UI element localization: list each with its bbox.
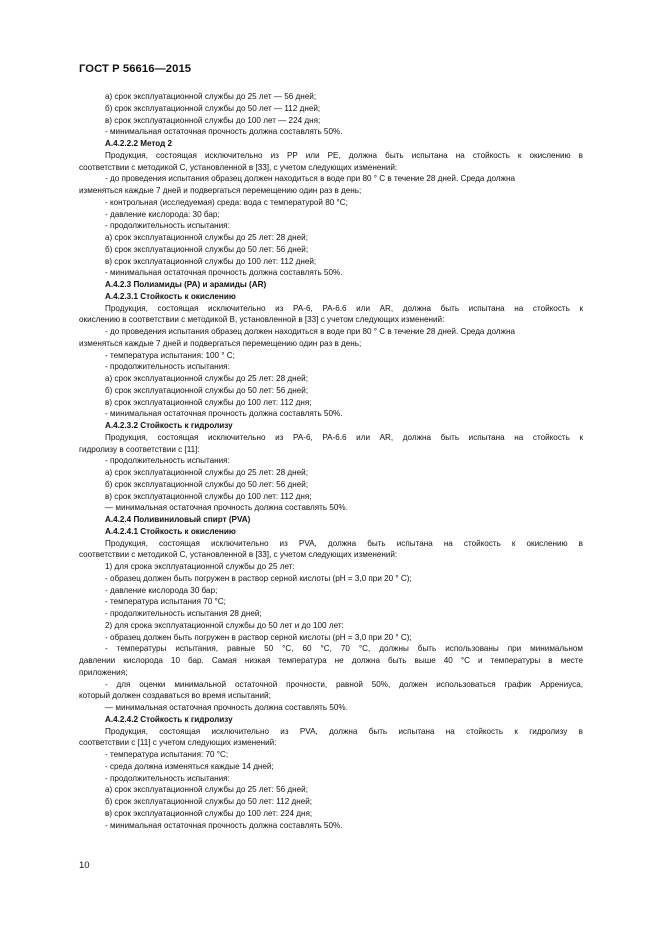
text-line: в) срок эксплуатационной службы до 100 лет: 224 дня; [105, 808, 313, 818]
text-line: в) срок эксплуатационной службы до 100 лет: 112 дня; [105, 491, 312, 501]
section-heading: А.4.2.4.1 Стойкость к окислению [105, 526, 236, 536]
text-line: Продукция, состоящая исключительно из PA-6, PA-6.6 или AR, должна быть испытана на стойкость к [105, 432, 583, 442]
text-line: окислению в соответствии с методикой B, установленной в [33] с учетом следующих изменений: [79, 315, 445, 325]
text-line: - продолжительность испытания 28 дней; [105, 609, 262, 618]
text-line: - минимальная остаточная прочность должна составлять 50%. [105, 127, 343, 137]
text-line: - образец должен быть погружен в раствор серной кислоты (pH = 3,0 при 20 ° C); [105, 573, 412, 583]
text-line: 1) для срока эксплуатационной службы до 25 лет: [105, 562, 295, 571]
text-line: а) срок эксплуатационной службы до 25 лет — 56 дней; [105, 92, 317, 101]
text-line: изменяться каждые 7 дней и подвергаться перемещению один раз в день; [79, 186, 362, 195]
text-line: соответствии с [11] с учетом следующих изменений: [79, 738, 277, 748]
section-heading: А.4.2.3 Полиамиды (PA) и арамиды (AR) [105, 280, 267, 289]
text-line: а) срок эксплуатационной службы до 25 лет: 28 дней; [105, 374, 308, 383]
text-line: - давление кислорода: 30 бар; [105, 209, 220, 219]
text-line: б) срок эксплуатационной службы до 50 лет: 56 дней; [105, 244, 309, 254]
page-number: 10 [79, 860, 90, 871]
text-line: гидролизу в соответствии с [11]: [79, 444, 200, 454]
text-line: а) срок эксплуатационной службы до 25 лет: 28 дней; [105, 468, 308, 477]
text-line: - температуры испытания, равные 50 °C, 60 °C, 70 °C, должны быть использованы при минимальном [105, 644, 583, 654]
text-line: — минимальная остаточная прочность должна составлять 50%. [105, 703, 348, 712]
text-line: - минимальная остаточная прочность должна составлять 50%. [105, 820, 343, 830]
text-line: - контрольная (исследуемая) среда: вода с температурой 80 °C; [105, 197, 348, 207]
text-line: - продолжительность испытания: [105, 456, 230, 466]
text-line: а) срок эксплуатационной службы до 25 лет: 56 дней; [105, 785, 308, 795]
text-line: - до проведения испытания образец должен находиться в воде при 80 ° C в течение 28 дней. Среда должна [105, 174, 515, 184]
text-line: - продолжительность испытания: [105, 221, 230, 231]
text-line: - продолжительность испытания: [105, 362, 230, 372]
document-header: ГОСТ Р 56616—2015 [79, 63, 192, 75]
text-line: - для оценки минимальной остаточной прочности, равной 50%, должен использоваться график Аррениуса, [105, 679, 583, 689]
text-line: - образец должен быть погружен в раствор серной кислоты (pH = 3,0 при 20 ° C); [105, 632, 412, 642]
document-body [79, 91, 583, 831]
text-line: - до проведения испытания образец должен находиться в воде при 80 ° C в течение 28 дней. Среда должна [105, 327, 515, 336]
text-line: - температура испытания: 100 ° C; [105, 350, 235, 360]
text-line: приложения; [79, 667, 128, 677]
text-line: Продукция, состоящая исключительно из PVA, должна быть испытана на стойкость к окислению в [105, 538, 583, 548]
text-line: - давление кислорода 30 бар; [105, 585, 218, 595]
text-line: б) срок эксплуатационной службы до 50 лет: 112 дней; [105, 797, 313, 806]
text-line: изменяться каждые 7 дней и подвергаться перемещению один раз в день; [79, 338, 362, 348]
text-line: б) срок эксплуатационной службы до 50 лет — 112 дней; [105, 103, 321, 113]
section-heading: А.4.2.2.2 Метод 2 [105, 139, 173, 148]
text-line: - среда должна изменяться каждые 14 дней; [105, 761, 274, 771]
text-line: 2) для срока эксплуатационной службы до 50 лет и до 100 лет: [105, 620, 344, 630]
text-line: - минимальная остаточная прочность должна составлять 50%. [105, 268, 343, 278]
text-line: в) срок эксплуатационной службы до 100 лет: 112 дня; [105, 397, 312, 407]
text-line: в) срок эксплуатационной службы до 100 лет — 224 дня; [105, 115, 321, 125]
text-line: а) срок эксплуатационной службы до 25 лет: 28 дней; [105, 233, 308, 242]
text-line: Продукция, состоящая исключительно из PP или PE, должна быть испытана на стойкость к окислению в [105, 150, 583, 160]
text-line: который должен создаваться во время испытаний; [79, 691, 271, 701]
text-line: давлении кислорода 10 бар. Самая низкая температура не должна быть выше 40 °C и температуры в месте [79, 656, 583, 665]
text-line: - продолжительность испытания: [105, 773, 230, 783]
text-line: Продукция, состоящая исключительно из PVA, должна быть испытана на стойкость к гидролизу в [105, 726, 583, 736]
section-heading: А.4.2.4.2 Стойкость к гидролизу [105, 714, 233, 724]
text-line: - температура испытания: 70 °C; [105, 750, 229, 759]
section-heading: А.4.2.3.2 Стойкость к гидролизу [105, 421, 233, 430]
text-line: — минимальная остаточная прочность должна составлять 50%. [105, 503, 348, 513]
text-line: Продукция, состоящая исключительно из PA-6, PA-6.6 или AR, должна быть испытана на стойкость к [105, 303, 583, 313]
text-line: - минимальная остаточная прочность должна составлять 50%. [105, 409, 343, 419]
text-line: в) срок эксплуатационной службы до 100 лет: 112 дней; [105, 256, 317, 266]
section-heading: А.4.2.4 Поливиниловый спирт (PVA) [105, 515, 251, 524]
text-line: соответствии с методикой C, установленной в [33], с учетом следующих изменений: [79, 550, 398, 560]
section-heading: А.4.2.3.1 Стойкость к окислению [105, 291, 236, 301]
text-line: - температура испытания 70 °C; [105, 597, 226, 607]
text-line: б) срок эксплуатационной службы до 50 лет: 56 дней; [105, 385, 309, 395]
text-line: б) срок эксплуатационной службы до 50 лет: 56 дней; [105, 479, 309, 489]
text-line: соответствии с методикой C, установленной в [33], с учетом следующих изменений: [79, 162, 398, 172]
